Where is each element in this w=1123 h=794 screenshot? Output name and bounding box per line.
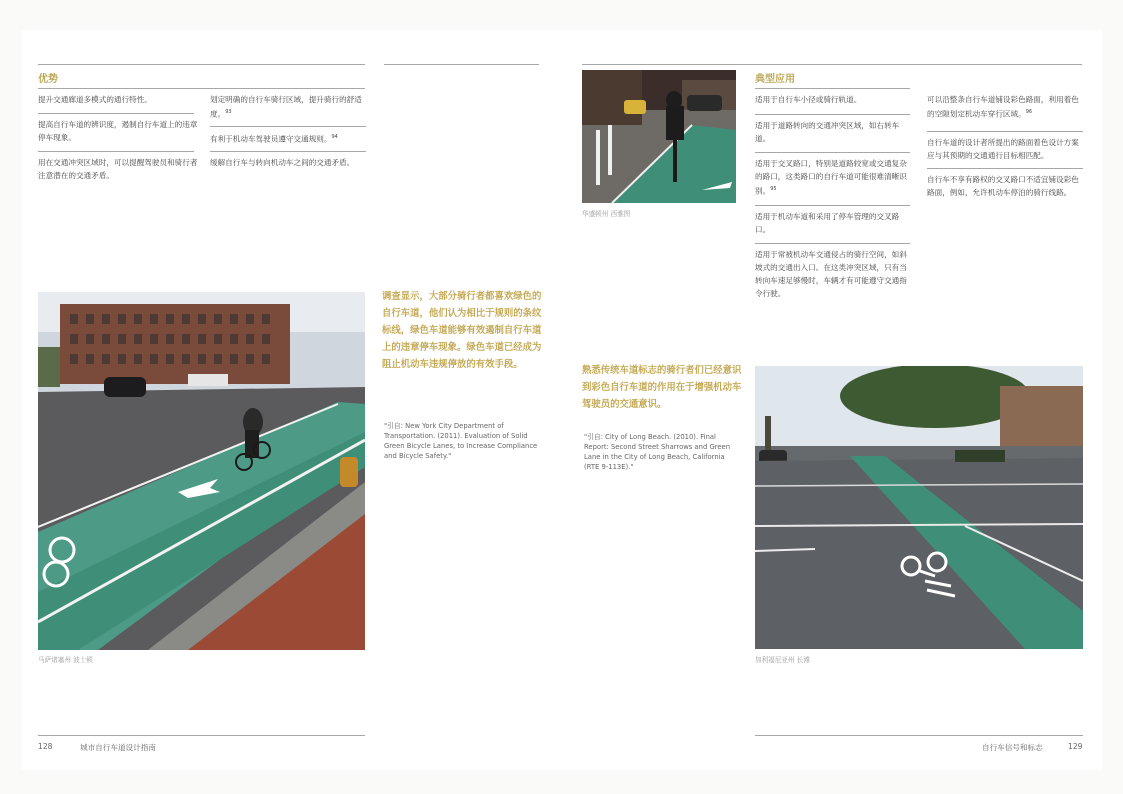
footer-rule [755, 735, 1083, 736]
running-title-right: 自行车信号和标志 [982, 743, 1043, 752]
footnote-ref: 94 [331, 134, 338, 140]
benefit-item-1: 提升交通廊道多模式的通行特性。 [38, 95, 152, 104]
citation-right: "引自: City of Long Beach. (2010). Final Report: Second Street Sharrows and Green Lane in the City of Long Beach, California (RTE 9-113E)." [584, 433, 731, 471]
long-beach-street-illustration [755, 366, 1083, 649]
photo-caption-long-beach: 加利福尼亚州 长滩 [755, 656, 810, 664]
photo-boston-green-lane [38, 292, 365, 650]
application-item-7: 自行车道的设计者所提出的路面着色设计方案应与其预期的交通通行目标相匹配。 [927, 138, 1079, 160]
application-divider [755, 114, 910, 115]
benefit-divider [38, 151, 194, 152]
section-heading-benefits: 优势 [38, 74, 58, 85]
book-spread [22, 30, 1102, 770]
benefit-divider [210, 126, 366, 127]
footer-rule [38, 735, 365, 736]
application-item-3-text: 适用于交叉路口，特别是道路较宽或交通复杂的路口，这类路口的自行车道可能很难清晰识别。 [755, 159, 907, 196]
page-number-left: 128 [38, 742, 53, 751]
application-item-4: 适用于机动车道和采用了停车管理的交叉路口。 [755, 212, 900, 234]
benefit-item-4 [210, 93, 366, 121]
heading-rule [755, 88, 910, 89]
benefit-item-5-text: 有利于机动车驾驶员遵守交通规则。 [210, 134, 332, 144]
application-item-6 [927, 93, 1083, 121]
benefit-item-3: 用在交通冲突区域时，可以提醒驾驶员和骑行者注意潜在的交通矛盾。 [38, 158, 198, 180]
seattle-street-illustration [582, 70, 736, 203]
page-number-right: 129 [1068, 742, 1083, 751]
heading-rule [38, 88, 365, 89]
application-item-6-text: 可以沿整条自行车道铺设彩色路面，利用着色的空隙划定机动车穿行区域。 [927, 95, 1079, 119]
application-divider [755, 205, 910, 206]
application-item-1: 适用于自行车小径或骑行轨道。 [755, 95, 862, 104]
photo-caption-boston: 马萨诸塞州 波士顿 [38, 656, 93, 664]
application-divider [927, 168, 1083, 169]
benefit-item-6: 缓解自行车与转向机动车之间的交通矛盾。 [210, 158, 355, 167]
top-rule [38, 64, 365, 65]
running-title-left: 城市自行车道设计指南 [80, 743, 156, 752]
benefit-item-2: 提高自行车道的辨识度，遏制自行车道上的违章停车现象。 [38, 120, 198, 142]
application-item-5: 适用于常被机动车交通侵占的骑行空间，如斜坡式的交通出入口。在这类冲突区域，只有当转向车速足够慢时，车辆才有可能遵守交通指令行驶。 [755, 250, 907, 298]
pull-quote-left: 调查显示，大部分骑行者都喜欢绿色的自行车道，他们认为相比于规则的条纹标线，绿色车道能够有效遏制自行车道上的违章停车现象。绿色车道已经成为阻止机动车违规停放的有效手段。 [382, 291, 542, 370]
footnote-ref: 95 [770, 186, 777, 192]
top-rule [582, 64, 1082, 65]
application-item-2: 适用于道路转向的交通冲突区域，如右转车道。 [755, 121, 900, 143]
footnote-ref: 96 [1025, 109, 1033, 115]
application-divider [755, 152, 910, 153]
citation-left: "引自: New York City Department of Transportation. (2011). Evaluation of Solid Green Bicycle Lanes, to Increase Compliance and Bicycle Safety." [384, 422, 538, 460]
footnote-ref: 93 [225, 109, 232, 115]
benefit-divider [210, 151, 366, 152]
application-item-3 [755, 157, 913, 198]
benefit-item-5 [210, 131, 370, 146]
photo-seattle-bike-lane [582, 70, 736, 203]
pull-quote-right: 熟悉传统车道标志的骑行者们已经意识到彩色自行车道的作用在于增强机动车驾驶员的交通意识。 [582, 365, 742, 410]
benefit-divider [38, 113, 194, 114]
section-heading-applications: 典型应用 [755, 74, 795, 85]
application-divider [755, 243, 910, 244]
application-divider [927, 131, 1083, 132]
benefit-item-4-text: 划定明确的自行车骑行区域，提升骑行的舒适度。 [210, 95, 362, 119]
application-item-8: 自行车不享有路权的交叉路口不适宜铺设彩色路面，例如，允许机动车停泊的骑行线路。 [927, 175, 1079, 197]
bike-lane-street-illustration [38, 292, 365, 650]
photo-long-beach-green-lane [755, 366, 1083, 649]
top-rule-right-column [384, 64, 539, 65]
photo-caption-seattle: 华盛顿州 西雅图 [582, 210, 631, 218]
